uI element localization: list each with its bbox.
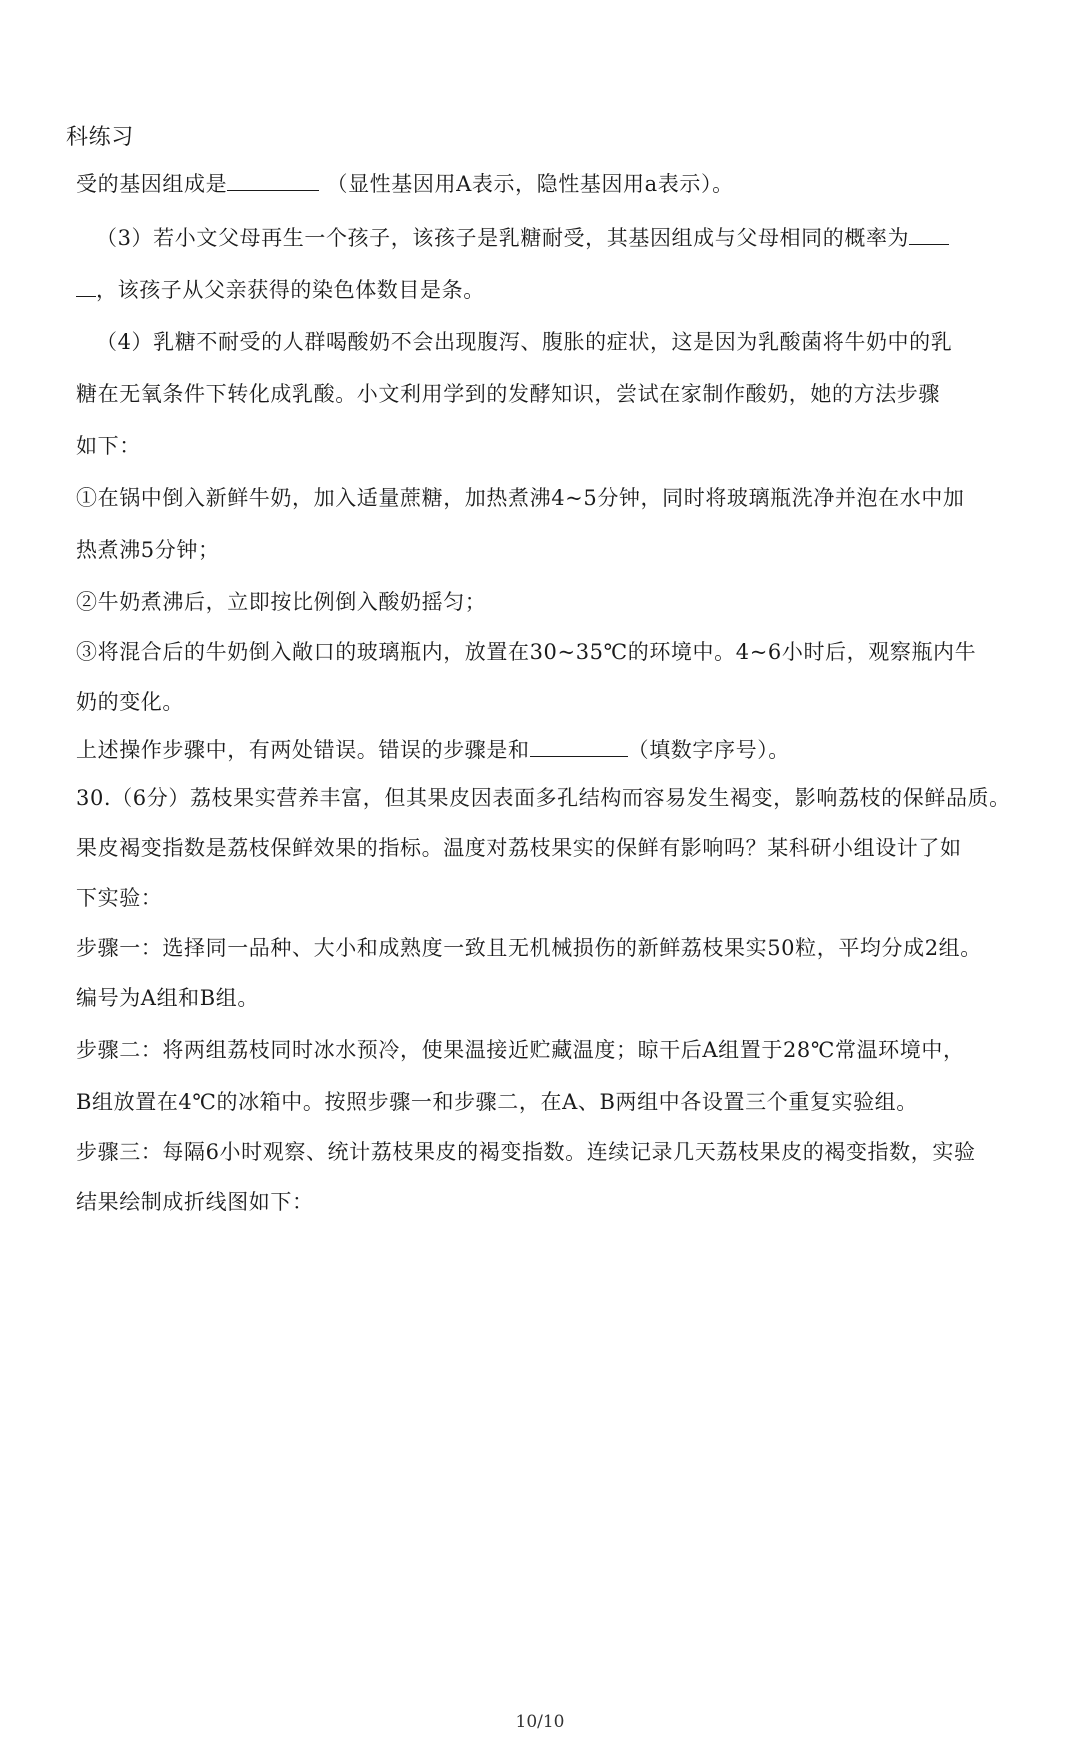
q29-part3-line1 [96, 224, 949, 252]
q29-genotype-note: （显性基因用A表示，隐性基因用a表示）。 [326, 172, 734, 196]
q29-part4-line3: 如下： [76, 434, 141, 458]
q29-part3-text-cont: ，该孩子从父亲获得的染色体数目是条。 [96, 278, 485, 302]
q30-step2-line1: 步骤二：将两组荔枝同时冰水预冷，使果温接近贮藏温度；晾干后A组置于28℃常温环境中， [76, 1038, 965, 1062]
q30-step1-line1: 步骤一：选择同一品种、大小和成熟度一致且无机械损伤的新鲜荔枝果实50粒，平均分成2组。 [76, 936, 982, 960]
q29-errors-note: （填数字序号）。 [627, 738, 790, 762]
q29-step1-line1: ①在锅中倒入新鲜牛奶，加入适量蔗糖，加热煮沸4~5分钟，同时将玻璃瓶洗净并泡在水中加 [76, 486, 965, 510]
q30-step1-line2: 编号为A组和B组。 [76, 986, 259, 1010]
q30-intro-line2: 果皮褐变指数是荔枝保鲜效果的指标。温度对荔枝果实的保鲜有影响吗？某科研小组设计了如 [76, 836, 962, 860]
page-header: 科练习 [66, 125, 134, 150]
q29-errors-text: 上述操作步骤中，有两处错误。错误的步骤是和 [76, 738, 530, 762]
answer-blank [909, 224, 949, 245]
answer-blank [227, 170, 319, 191]
q29-step3-line2: 奶的变化。 [76, 690, 184, 714]
q29-part3-line2 [76, 276, 485, 304]
q30-step3-line1: 步骤三：每隔6小时观察、统计荔枝果皮的褐变指数。连续记录几天荔枝果皮的褐变指数，实验 [76, 1140, 976, 1164]
q29-errors-line [76, 736, 790, 764]
q29-step2: ②牛奶煮沸后，立即按比例倒入酸奶摇匀； [76, 590, 487, 614]
answer-blank [530, 736, 628, 757]
answer-blank [76, 276, 96, 297]
q30-step3-line2: 结果绘制成折线图如下： [76, 1190, 314, 1214]
q30-intro-line1: 30.（6分）荔枝果实营养丰富，但其果皮因表面多孔结构而容易发生褐变，影响荔枝的保鲜品质。 [76, 786, 1011, 810]
q30-intro-line3: 下实验： [76, 886, 163, 910]
q29-step1-line2: 热煮沸5分钟； [76, 538, 220, 562]
q29-part3-text: （3）若小文父母再生一个孩子，该孩子是乳糖耐受，其基因组成与父母相同的概率为 [96, 226, 910, 250]
q29-part4-line2: 糖在无氧条件下转化成乳酸。小文利用学到的发酵知识，尝试在家制作酸奶，她的方法步骤 [76, 382, 940, 406]
q29-genotype-line [76, 170, 734, 198]
q29-step3-line1: ③将混合后的牛奶倒入敞口的玻璃瓶内，放置在30~35℃的环境中。4~6小时后，观察瓶内牛 [76, 640, 977, 664]
q29-genotype-text: 受的基因组成是 [76, 172, 228, 196]
q30-step2-line2: B组放置在4℃的冰箱中。按照步骤一和步骤二，在A、B两组中各设置三个重复实验组。 [76, 1090, 918, 1114]
page-number: 10/10 [515, 1712, 565, 1732]
q29-part4-line1: （4）乳糖不耐受的人群喝酸奶不会出现腹泻、腹胀的症状，这是因为乳酸菌将牛奶中的乳 [96, 330, 953, 354]
